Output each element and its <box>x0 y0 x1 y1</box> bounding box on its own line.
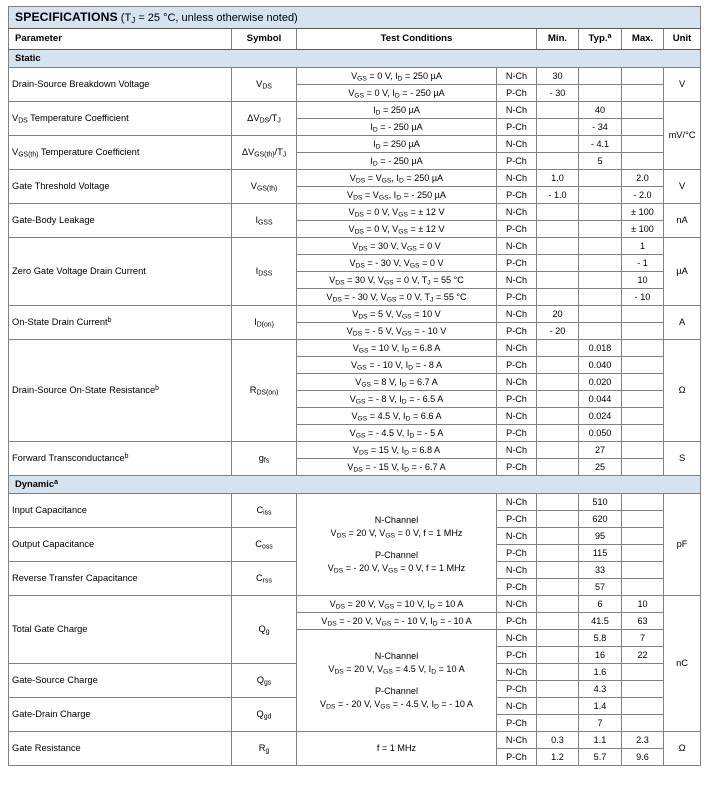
parameter-symbol: $g_{fs}$ <box>232 442 297 476</box>
value-typ <box>579 85 622 102</box>
channel-type: P-Ch <box>497 579 537 596</box>
test-condition: $V_{DS} = 5$ V, $V_{GS} = 10$ V <box>297 306 497 323</box>
channel-type: P-Ch <box>497 85 537 102</box>
channel-type: N-Ch <box>497 630 537 647</box>
parameter-symbol: $C_{rss}$ <box>232 562 297 596</box>
value-max <box>622 408 664 425</box>
value-max: 2.0 <box>622 170 664 187</box>
parameter-symbol: $R_g$ <box>232 732 297 766</box>
parameter-name: Gate-Body Leakage <box>9 204 232 238</box>
value-min <box>537 374 579 391</box>
value-typ: 0.020 <box>579 374 622 391</box>
value-max <box>622 664 664 681</box>
test-condition: $V_{DS} = 20$ V, $V_{GS} = 10$ V, $I_D = 10$ A <box>297 596 497 613</box>
value-min <box>537 136 579 153</box>
spec-row <box>9 442 701 459</box>
value-min <box>537 442 579 459</box>
value-min <box>537 255 579 272</box>
test-condition: f = 1 MHz <box>297 732 497 766</box>
value-typ: - 34 <box>579 119 622 136</box>
value-typ: 0.040 <box>579 357 622 374</box>
column-header-min: Min. <box>537 29 579 50</box>
specifications-table <box>8 6 701 766</box>
test-condition: N-Channel $V_{DS} = 20$ V, $V_{GS} = 0$ V, f = 1 MHz P-Channel $V_{DS}$ = - 20 V, $V_{GS} = 0$ V, f = 1 MHz <box>297 494 497 596</box>
value-typ <box>579 221 622 238</box>
channel-type: P-Ch <box>497 613 537 630</box>
value-max: ± 100 <box>622 221 664 238</box>
value-max: 1 <box>622 238 664 255</box>
value-min <box>537 102 579 119</box>
parameter-name: Drain-Source Breakdown Voltage <box>9 68 232 102</box>
test-condition: $V_{GS} = 10$ V, $I_D = 6.8$ A <box>297 340 497 357</box>
value-typ <box>579 323 622 340</box>
value-min <box>537 408 579 425</box>
channel-type: N-Ch <box>497 596 537 613</box>
title-row <box>9 7 701 29</box>
channel-type: P-Ch <box>497 715 537 732</box>
value-max <box>622 357 664 374</box>
channel-type: N-Ch <box>497 664 537 681</box>
parameter-name: Input Capacitance <box>9 494 232 528</box>
value-typ <box>579 170 622 187</box>
parameter-name: $V_{DS}$ Temperature Coefficient <box>9 102 232 136</box>
value-typ: 510 <box>579 494 622 511</box>
value-min <box>537 391 579 408</box>
value-min <box>537 715 579 732</box>
value-typ: 27 <box>579 442 622 459</box>
test-condition: $V_{DS} = 0$ V, $V_{GS}$ = ± 12 V <box>297 221 497 238</box>
test-condition: $I_D = 250$ µA <box>297 102 497 119</box>
value-max <box>622 306 664 323</box>
value-min <box>537 238 579 255</box>
parameter-symbol: $Q_{gd}$ <box>232 698 297 732</box>
column-header-parameter: Parameter <box>9 29 232 50</box>
value-min <box>537 511 579 528</box>
spec-row <box>9 340 701 357</box>
value-min <box>537 681 579 698</box>
value-max <box>622 85 664 102</box>
channel-type: N-Ch <box>497 136 537 153</box>
parameter-name: Forward Transconductance$^b$ <box>9 442 232 476</box>
channel-type: P-Ch <box>497 323 537 340</box>
unit-cell: Ω <box>664 732 701 766</box>
value-typ: 1.4 <box>579 698 622 715</box>
parameter-name: Gate-Source Charge <box>9 664 232 698</box>
channel-type: P-Ch <box>497 255 537 272</box>
spec-row <box>9 306 701 323</box>
channel-type: N-Ch <box>497 698 537 715</box>
value-typ: - 4.1 <box>579 136 622 153</box>
parameter-symbol: $Q_g$ <box>232 596 297 664</box>
parameter-name: On-State Drain Current$^b$ <box>9 306 232 340</box>
column-header-test-conditions: Test Conditions <box>297 29 537 50</box>
value-typ: 33 <box>579 562 622 579</box>
parameter-symbol: $Q_{gs}$ <box>232 664 297 698</box>
value-typ: 6 <box>579 596 622 613</box>
channel-type: P-Ch <box>497 459 537 476</box>
value-typ <box>579 289 622 306</box>
value-typ: 5.7 <box>579 749 622 766</box>
channel-type: N-Ch <box>497 374 537 391</box>
test-condition: $V_{DS} = 30$ V, $V_{GS} = 0$ V <box>297 238 497 255</box>
channel-type: N-Ch <box>497 340 537 357</box>
unit-cell: mV/°C <box>664 102 701 170</box>
unit-cell: V <box>664 170 701 204</box>
value-max: - 1 <box>622 255 664 272</box>
value-min: 20 <box>537 306 579 323</box>
parameter-symbol: $\Delta V_{DS}/T_J$ <box>232 102 297 136</box>
value-max <box>622 442 664 459</box>
column-header-row <box>9 29 701 50</box>
channel-type: N-Ch <box>497 272 537 289</box>
spec-row <box>9 68 701 85</box>
parameter-name: Zero Gate Voltage Drain Current <box>9 238 232 306</box>
unit-cell: µA <box>664 238 701 306</box>
value-max <box>622 340 664 357</box>
value-max: 10 <box>622 596 664 613</box>
test-condition: $V_{DS}$ = - 20 V, $V_{GS}$ = - 10 V, $I_D$ = - 10 A <box>297 613 497 630</box>
value-max: - 2.0 <box>622 187 664 204</box>
value-min <box>537 562 579 579</box>
test-condition: $V_{DS}$ = - 5 V, $V_{GS}$ = - 10 V <box>297 323 497 340</box>
test-condition: $V_{DS} = 0$ V, $V_{GS}$ = ± 12 V <box>297 204 497 221</box>
value-min <box>537 579 579 596</box>
channel-type: P-Ch <box>497 749 537 766</box>
value-min: 30 <box>537 68 579 85</box>
value-typ: 115 <box>579 545 622 562</box>
channel-type: N-Ch <box>497 170 537 187</box>
channel-type: N-Ch <box>497 68 537 85</box>
value-max: 10 <box>622 272 664 289</box>
value-min <box>537 340 579 357</box>
value-max: 9.6 <box>622 749 664 766</box>
channel-type: N-Ch <box>497 204 537 221</box>
value-min <box>537 613 579 630</box>
value-typ <box>579 306 622 323</box>
parameter-symbol: $I_{D(on)}$ <box>232 306 297 340</box>
value-max <box>622 391 664 408</box>
parameter-symbol: $I_{DSS}$ <box>232 238 297 306</box>
test-condition: $V_{GS}$ = - 10 V, $I_D$ = - 8 A <box>297 357 497 374</box>
value-min <box>537 153 579 170</box>
channel-type: N-Ch <box>497 306 537 323</box>
value-max <box>622 136 664 153</box>
test-condition: $V_{GS} = 0$ V, $I_D = 250$ µA <box>297 68 497 85</box>
value-min <box>537 664 579 681</box>
value-min <box>537 698 579 715</box>
value-min <box>537 630 579 647</box>
test-condition: $V_{DS}$ = - 30 V, $V_{GS} = 0$ V <box>297 255 497 272</box>
value-typ: 40 <box>579 102 622 119</box>
value-typ: 1.1 <box>579 732 622 749</box>
channel-type: P-Ch <box>497 681 537 698</box>
value-typ: 4.3 <box>579 681 622 698</box>
value-min <box>537 425 579 442</box>
value-max <box>622 698 664 715</box>
section-header-static: Static <box>9 50 701 68</box>
value-max: - 10 <box>622 289 664 306</box>
unit-cell: S <box>664 442 701 476</box>
value-typ: 1.6 <box>579 664 622 681</box>
parameter-name: Gate Resistance <box>9 732 232 766</box>
value-typ <box>579 255 622 272</box>
value-min <box>537 204 579 221</box>
value-min: 0.3 <box>537 732 579 749</box>
value-max <box>622 494 664 511</box>
channel-type: N-Ch <box>497 442 537 459</box>
value-max: 63 <box>622 613 664 630</box>
channel-type: N-Ch <box>497 238 537 255</box>
value-max: 22 <box>622 647 664 664</box>
value-max <box>622 153 664 170</box>
value-max <box>622 323 664 340</box>
value-min <box>537 647 579 664</box>
spec-row <box>9 136 701 153</box>
channel-type: P-Ch <box>497 391 537 408</box>
test-condition: $V_{DS} = 30$ V, $V_{GS} = 0$ V, $T_J = 55$ °C <box>297 272 497 289</box>
column-header-unit: Unit <box>664 29 701 50</box>
value-max: 7 <box>622 630 664 647</box>
test-condition: $I_D$ = - 250 µA <box>297 153 497 170</box>
channel-type: N-Ch <box>497 494 537 511</box>
value-min <box>537 357 579 374</box>
channel-type: N-Ch <box>497 102 537 119</box>
parameter-name: Output Capacitance <box>9 528 232 562</box>
parameter-symbol: $C_{iss}$ <box>232 494 297 528</box>
unit-cell: Ω <box>664 340 701 442</box>
test-condition: N-Channel $V_{DS} = 20$ V, $V_{GS} = 4.5$ V, $I_D = 10$ A P-Channel $V_{DS}$ = - 20 V, $V_{GS}$ = - 4.5 V, $I_D$ = - 10 A <box>297 630 497 732</box>
value-typ: 5 <box>579 153 622 170</box>
parameter-symbol: $\Delta V_{GS(th)}/T_J$ <box>232 136 297 170</box>
value-min: 1.2 <box>537 749 579 766</box>
value-min: - 1.0 <box>537 187 579 204</box>
value-typ <box>579 238 622 255</box>
parameter-symbol: $I_{GSS}$ <box>232 204 297 238</box>
value-min <box>537 459 579 476</box>
value-typ: 41.5 <box>579 613 622 630</box>
value-max <box>622 459 664 476</box>
channel-type: N-Ch <box>497 528 537 545</box>
value-max <box>622 579 664 596</box>
test-condition: $I_D = 250$ µA <box>297 136 497 153</box>
column-header-symbol: Symbol <box>232 29 297 50</box>
channel-type: P-Ch <box>497 153 537 170</box>
value-max <box>622 528 664 545</box>
value-min <box>537 494 579 511</box>
value-max <box>622 681 664 698</box>
value-max <box>622 511 664 528</box>
channel-type: P-Ch <box>497 545 537 562</box>
channel-type: P-Ch <box>497 289 537 306</box>
parameter-symbol: $V_{GS(th)}$ <box>232 170 297 204</box>
column-header-typ: Typ.$^a$ <box>579 29 622 50</box>
channel-type: P-Ch <box>497 357 537 374</box>
parameter-name: Total Gate Charge <box>9 596 232 664</box>
section-row-dynamic <box>9 476 701 494</box>
spec-row <box>9 494 701 511</box>
value-min: - 30 <box>537 85 579 102</box>
test-condition: $I_D$ = - 250 µA <box>297 119 497 136</box>
value-max <box>622 425 664 442</box>
channel-type: P-Ch <box>497 187 537 204</box>
channel-type: P-Ch <box>497 511 537 528</box>
parameter-name: Gate Threshold Voltage <box>9 170 232 204</box>
value-typ: 620 <box>579 511 622 528</box>
table-title: SPECIFICATIONS ($T_J = 25$ °C, unless otherwise noted) <box>9 7 701 29</box>
value-typ <box>579 187 622 204</box>
spec-row <box>9 204 701 221</box>
parameter-name: $V_{GS(th)}$ Temperature Coefficient <box>9 136 232 170</box>
specifications-body <box>9 7 701 766</box>
value-typ <box>579 272 622 289</box>
test-condition: $V_{DS} = V_{GS}$, $I_D$ = - 250 µA <box>297 187 497 204</box>
value-max: ± 100 <box>622 204 664 221</box>
value-min <box>537 272 579 289</box>
unit-cell: nA <box>664 204 701 238</box>
parameter-name: Reverse Transfer Capacitance <box>9 562 232 596</box>
spec-row <box>9 732 701 749</box>
section-header-dynamic: Dynamic$^a$ <box>9 476 701 494</box>
parameter-symbol: $C_{oss}$ <box>232 528 297 562</box>
channel-type: P-Ch <box>497 647 537 664</box>
spec-row <box>9 170 701 187</box>
test-condition: $V_{GS} = 0$ V, $I_D$ = - 250 µA <box>297 85 497 102</box>
test-condition: $V_{DS}$ = - 30 V, $V_{GS} = 0$ V, $T_J = 55$ °C <box>297 289 497 306</box>
value-max <box>622 374 664 391</box>
value-max <box>622 68 664 85</box>
unit-cell: V <box>664 68 701 102</box>
unit-cell: pF <box>664 494 701 596</box>
value-typ <box>579 68 622 85</box>
parameter-symbol: $R_{DS(on)}$ <box>232 340 297 442</box>
value-min <box>537 596 579 613</box>
spec-row <box>9 596 701 613</box>
value-typ: 25 <box>579 459 622 476</box>
section-row-static <box>9 50 701 68</box>
value-max <box>622 545 664 562</box>
value-max: 2.3 <box>622 732 664 749</box>
value-max <box>622 102 664 119</box>
spec-row <box>9 102 701 119</box>
test-condition: $V_{DS}$ = - 15 V, $I_D$ = - 6.7 A <box>297 459 497 476</box>
channel-type: N-Ch <box>497 408 537 425</box>
unit-cell: A <box>664 306 701 340</box>
unit-cell: nC <box>664 596 701 732</box>
value-min: 1.0 <box>537 170 579 187</box>
value-typ: 0.050 <box>579 425 622 442</box>
value-max <box>622 715 664 732</box>
test-condition: $V_{GS}$ = - 8 V, $I_D$ = - 6.5 A <box>297 391 497 408</box>
value-typ: 95 <box>579 528 622 545</box>
value-typ: 57 <box>579 579 622 596</box>
test-condition: $V_{DS} = V_{GS}$, $I_D = 250$ µA <box>297 170 497 187</box>
spec-row <box>9 238 701 255</box>
value-min <box>537 545 579 562</box>
test-condition: $V_{GS} = 4.5$ V, $I_D = 6.6$ A <box>297 408 497 425</box>
value-typ: 0.018 <box>579 340 622 357</box>
value-max <box>622 562 664 579</box>
test-condition: $V_{GS} = 8$ V, $I_D = 6.7$ A <box>297 374 497 391</box>
parameter-name: Drain-Source On-State Resistance$^b$ <box>9 340 232 442</box>
value-min <box>537 221 579 238</box>
channel-type: N-Ch <box>497 732 537 749</box>
value-typ: 0.044 <box>579 391 622 408</box>
value-min: - 20 <box>537 323 579 340</box>
value-min <box>537 528 579 545</box>
test-condition: $V_{DS} = 15$ V, $I_D = 6.8$ A <box>297 442 497 459</box>
value-typ <box>579 204 622 221</box>
channel-type: P-Ch <box>497 425 537 442</box>
value-typ: 16 <box>579 647 622 664</box>
test-condition: $V_{GS}$ = - 4.5 V, $I_D$ = - 5 A <box>297 425 497 442</box>
column-header-max: Max. <box>622 29 664 50</box>
value-max <box>622 119 664 136</box>
channel-type: P-Ch <box>497 221 537 238</box>
parameter-name: Gate-Drain Charge <box>9 698 232 732</box>
value-typ: 7 <box>579 715 622 732</box>
value-typ: 5.8 <box>579 630 622 647</box>
channel-type: N-Ch <box>497 562 537 579</box>
value-min <box>537 289 579 306</box>
value-typ: 0.024 <box>579 408 622 425</box>
channel-type: P-Ch <box>497 119 537 136</box>
value-min <box>537 119 579 136</box>
parameter-symbol: $V_{DS}$ <box>232 68 297 102</box>
